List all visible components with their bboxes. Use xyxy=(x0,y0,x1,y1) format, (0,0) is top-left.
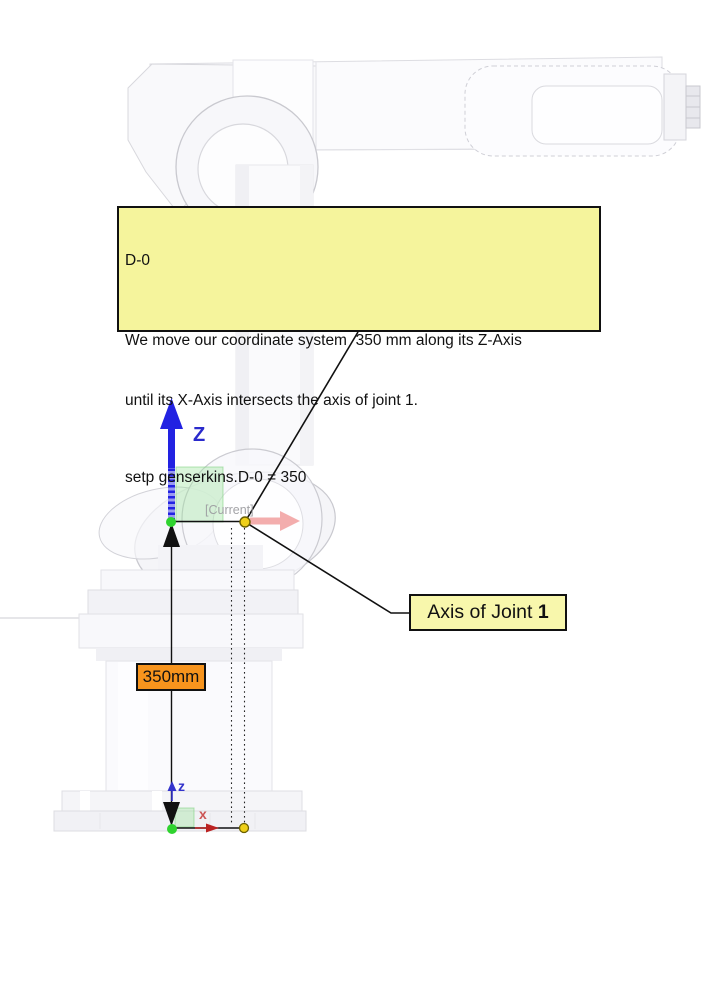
callout-number: 1 xyxy=(537,601,549,623)
wrist-end-cap xyxy=(664,74,686,140)
joint-marker-bottom xyxy=(240,824,249,833)
callout-text: Axis of Joint xyxy=(427,601,538,623)
selection-square-bottom xyxy=(175,808,194,827)
axis-of-joint-1-label xyxy=(409,594,567,631)
origin-marker-bottom xyxy=(167,824,177,834)
note-body-line2: until its X-Axis intersects the axis of joint 1. xyxy=(125,392,418,409)
dimension-value: 350mm xyxy=(142,667,200,686)
current-frame-label: [Current] xyxy=(205,503,254,517)
note-body-line1: We move our coordinate system 350 mm along its Z-Axis xyxy=(125,332,522,349)
note-title: D-0 xyxy=(125,252,150,269)
annotation-note xyxy=(117,206,601,486)
z-axis-label-bottom: z xyxy=(178,778,185,794)
note-command: setp genserkins.D-0 = 350 xyxy=(125,469,307,486)
dimension-350mm-label xyxy=(136,663,206,691)
z-axis-label-top: Z xyxy=(193,424,206,446)
x-axis-label-bottom: x xyxy=(199,806,207,822)
